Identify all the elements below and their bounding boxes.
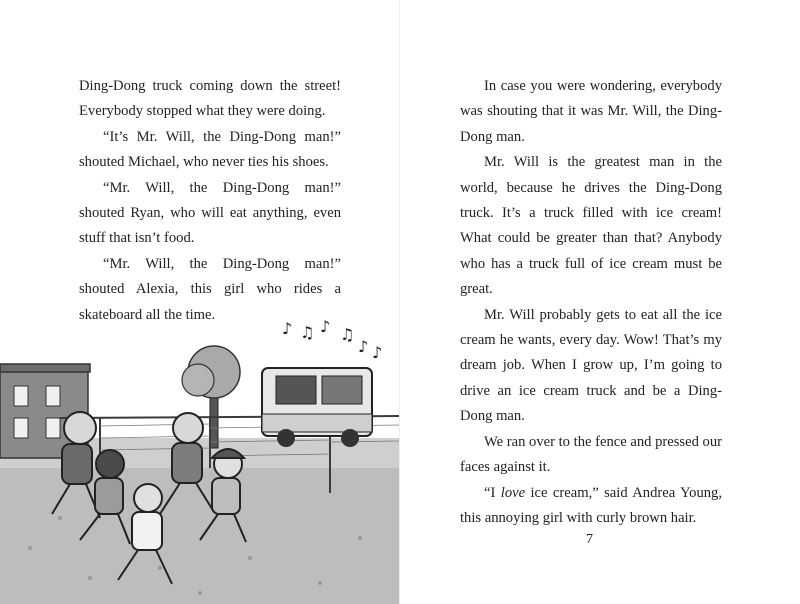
kids-running-illustration: [0, 318, 400, 604]
paragraph: Mr. Will is the greatest man in the world, because he drives the Ding-Dong truck. It’s a truck filled with ice cream! What could be greater than that? Anybody who has a truck full of ice cream must be great.: [460, 154, 722, 298]
quote-rest: ice cream,” said Andrea Young, this annoying girl with curly brown hair.: [460, 484, 722, 526]
paragraph: “Mr. Will, the Ding-Dong man!” shouted Ryan, who will eat anything, even stuff that isn’t food.: [79, 179, 341, 247]
left-page-text: [79, 74, 341, 328]
paragraph: We ran over to the fence and pressed our faces against it.: [460, 433, 722, 476]
ice-cream-truck-icon: [262, 368, 372, 447]
svg-text:♪: ♪: [358, 337, 369, 356]
svg-text:♪: ♪: [372, 343, 383, 362]
paragraph: “It’s Mr. Will, the Ding-Dong man!” shouted Michael, who never ties his shoes.: [79, 128, 341, 171]
music-notes-icon: [282, 318, 382, 362]
page-number: 7: [586, 532, 593, 547]
paragraph: In case you were wondering, everybody was shouting that it was Mr. Will, the Ding-Dong man.: [460, 78, 722, 145]
svg-text:♪: ♪: [282, 319, 293, 338]
right-page-text: [460, 74, 722, 531]
svg-text:♪: ♪: [320, 318, 331, 336]
paragraph: Mr. Will probably gets to eat all the ice cream he wants, every day. Wow! That’s my dream job. When I grow up, I’m going to drive an ice cream truck and be a Ding-Dong man.: [460, 306, 722, 425]
paragraph: “Mr. Will, the Ding-Dong man!” shouted Alexia, this girl who rides a skateboard all the time.: [79, 255, 341, 323]
right-page: [400, 0, 800, 604]
emphasis-word: love: [500, 484, 526, 501]
svg-text:♫: ♫: [340, 325, 355, 344]
quote-open: “I: [484, 484, 501, 501]
paragraph: Ding-Dong truck coming down the street! Everybody stopped what they were doing.: [79, 78, 341, 120]
svg-text:♫: ♫: [300, 323, 315, 342]
paragraph: [460, 481, 722, 532]
